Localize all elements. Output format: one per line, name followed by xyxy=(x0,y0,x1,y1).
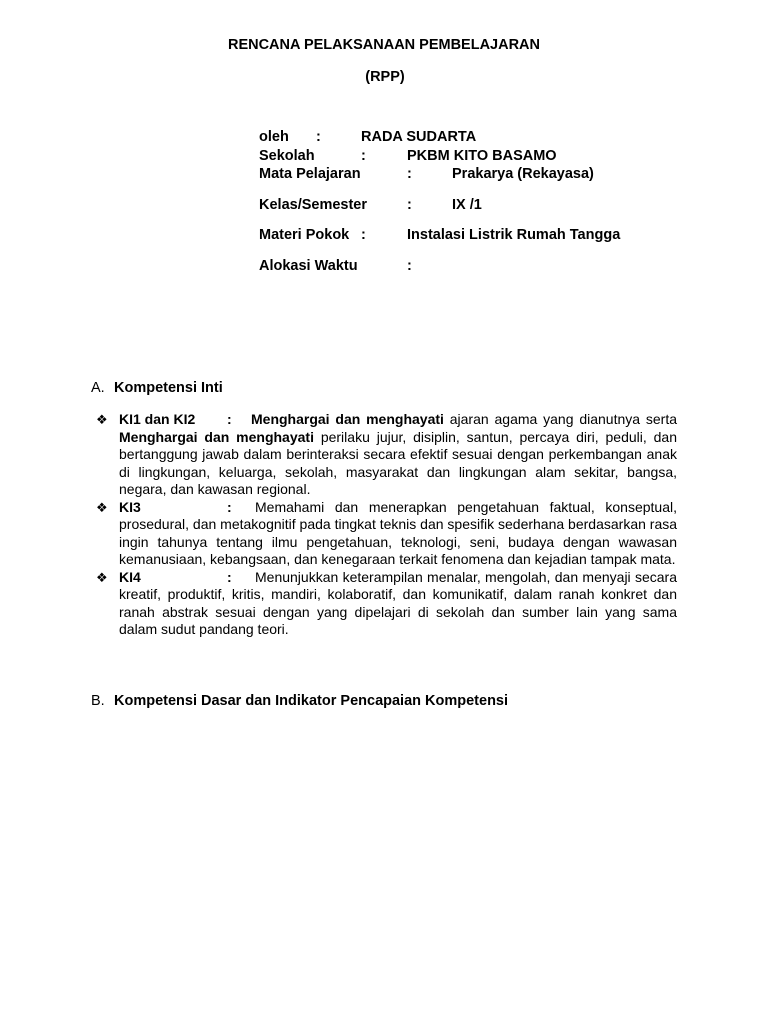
ki-item-ki3 xyxy=(96,499,677,569)
diamond-bullet-icon: ❖ xyxy=(96,412,108,427)
ki-bold-text: Menghargai dan menghayati xyxy=(119,428,314,445)
materi-pokok-label: Materi Pokok xyxy=(259,227,350,243)
section-b-letter: B. xyxy=(91,693,105,709)
oleh-label: oleh xyxy=(259,129,289,145)
kelas-semester-colon: : xyxy=(407,197,412,213)
alokasi-waktu-label: Alokasi Waktu xyxy=(259,258,358,274)
kelas-semester-value: IX /1 xyxy=(452,197,482,213)
section-b-title: Kompetensi Dasar dan Indikator Pencapaian Kompetensi xyxy=(114,693,509,709)
section-a-letter: A. xyxy=(91,380,105,396)
mata-pelajaran-label: Mata Pelajaran xyxy=(259,166,361,182)
sekolah-colon: : xyxy=(361,148,366,164)
kelas-semester-label: Kelas/Semester xyxy=(259,197,368,213)
section-a-title: Kompetensi Inti xyxy=(114,380,223,396)
ki-text: ajaran agama yang dianutnya serta xyxy=(443,411,677,427)
materi-pokok-colon: : xyxy=(361,227,366,243)
mata-pelajaran-value: Prakarya (Rekayasa) xyxy=(452,166,594,182)
ki-colon: : xyxy=(227,411,232,427)
materi-pokok-value: Instalasi Listrik Rumah Tangga xyxy=(407,227,621,243)
sekolah-label: Sekolah xyxy=(259,148,315,164)
ki-colon: : xyxy=(227,498,232,515)
ki-item-ki1-ki2 xyxy=(96,411,677,499)
section-b-heading xyxy=(91,693,508,711)
section-a-heading xyxy=(91,380,223,398)
kompetensi-inti-list xyxy=(96,411,677,639)
ki-text: Memahami dan menerapkan pengetahuan faktual, konseptual, prosedural, dan metakognitif pada tingkat teknis dan spesifik sederhana berdasarkan rasa ingin tahunya tentang ilmu pengetahuan, teknologi, seni, budaya dengan wawasan kemanusiaan, kebangsaan, dan kenegaraan terkait fenomena dan kejadian tampak mata. xyxy=(119,498,678,567)
ki-item-ki4 xyxy=(96,569,677,639)
ki-label: KI1 dan KI2 xyxy=(119,411,196,427)
ki-label: KI3 xyxy=(119,498,141,515)
alokasi-waktu-colon: : xyxy=(407,258,412,274)
ki-label: KI4 xyxy=(119,568,141,585)
diamond-bullet-icon: ❖ xyxy=(96,499,108,515)
mata-pelajaran-colon: : xyxy=(407,166,412,182)
ki-colon: : xyxy=(227,568,232,585)
ki-bold-text: Menghargai dan menghayati xyxy=(251,411,444,427)
document-title: RENCANA PELAKSANAAN PEMBELAJARAN xyxy=(227,37,541,53)
oleh-value: RADA SUDARTA xyxy=(361,129,477,145)
diamond-bullet-icon: ❖ xyxy=(96,569,108,585)
document-subtitle: (RPP) xyxy=(365,69,405,85)
oleh-colon: : xyxy=(316,129,321,145)
ki-text: Menunjukkan keterampilan menalar, mengolah, dan menyaji secara kreatif, produktif, kritis, mandiri, kolaboratif, dan komunikatif, dalam ranah konkret dan ranah abstrak sesuai dengan yang dipelajari di sekolah dan sumber lain yang sama dalam sudut pandang teori. xyxy=(119,568,677,637)
ki-text: perilaku jujur, disiplin, santun, percaya diri, peduli, dan bertanggung jawab dalam berinteraksi secara efektif sesuai dengan perkembangan anak di lingkungan, keluarga, sekolah, masyarakat dan lingkungan alam sekitar, bangsa, negara, dan kawasan regional. xyxy=(119,428,677,497)
sekolah-value: PKBM KITO BASAMO xyxy=(407,148,557,164)
